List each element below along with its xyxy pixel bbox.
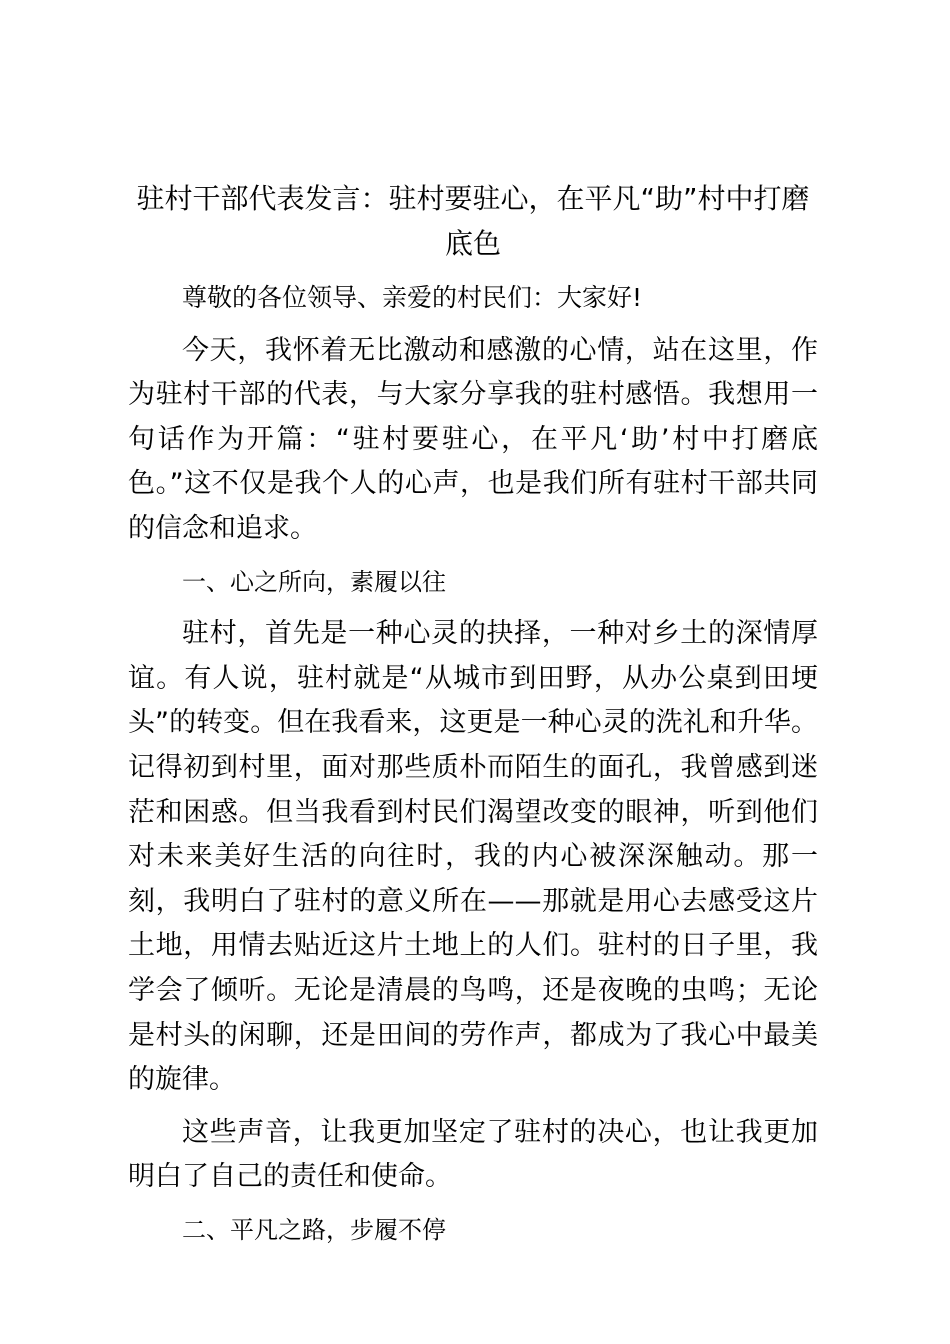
paragraph-section-1: 驻村，首先是一种心灵的抉择，一种对乡土的深情厚谊。有人说，驻村就是“从城市到田野，从办公桌到田埂头”的转变。但在我看来，这更是一种心灵的洗礼和升华。记得初到村里，面对那些质朴而陌生的面孔，我曾感到迷茫和困惑。但当我看到村民们渴望改变的眼神，听到他们对未来美好生活的向往时，我的内心被深深触动。那一刻，我明白了驻村的意义所在——那就是用心去感受这片土地，用情去贴近这片土地上的人们。驻村的日子里，我学会了倾听。无论是清晨的鸟鸣，还是夜晚的虫鸣；无论是村头的闲聊，还是田间的劳作声，都成为了我心中最美的旋律。 [128, 618, 818, 1096]
paragraph-section-1-closing: 这些声音，让我更加坚定了驻村的决心，也让我更加明白了自己的责任和使命。 [128, 1116, 818, 1193]
section-heading-2: 二、平凡之路，步履不停 [182, 1215, 446, 1244]
section-heading-1: 一、心之所向，素履以往 [182, 567, 446, 596]
document-title: 驻村干部代表发言：驻村要驻心，在平凡“助”村中打磨底色 [136, 182, 810, 260]
document-body [128, 276, 818, 1260]
salutation: 尊敬的各位领导、亲爱的村民们：大家好! [182, 283, 643, 312]
paragraph-opening: 今天，我怀着无比激动和感激的心情，站在这里，作为驻村干部的代表，与大家分享我的驻村感悟。我想用一句话作为开篇：“驻村要驻心，在平凡‘助’村中打磨底色。”这不仅是我个人的心声，也是我们所有驻村干部共同的信念和追求。 [128, 334, 818, 544]
